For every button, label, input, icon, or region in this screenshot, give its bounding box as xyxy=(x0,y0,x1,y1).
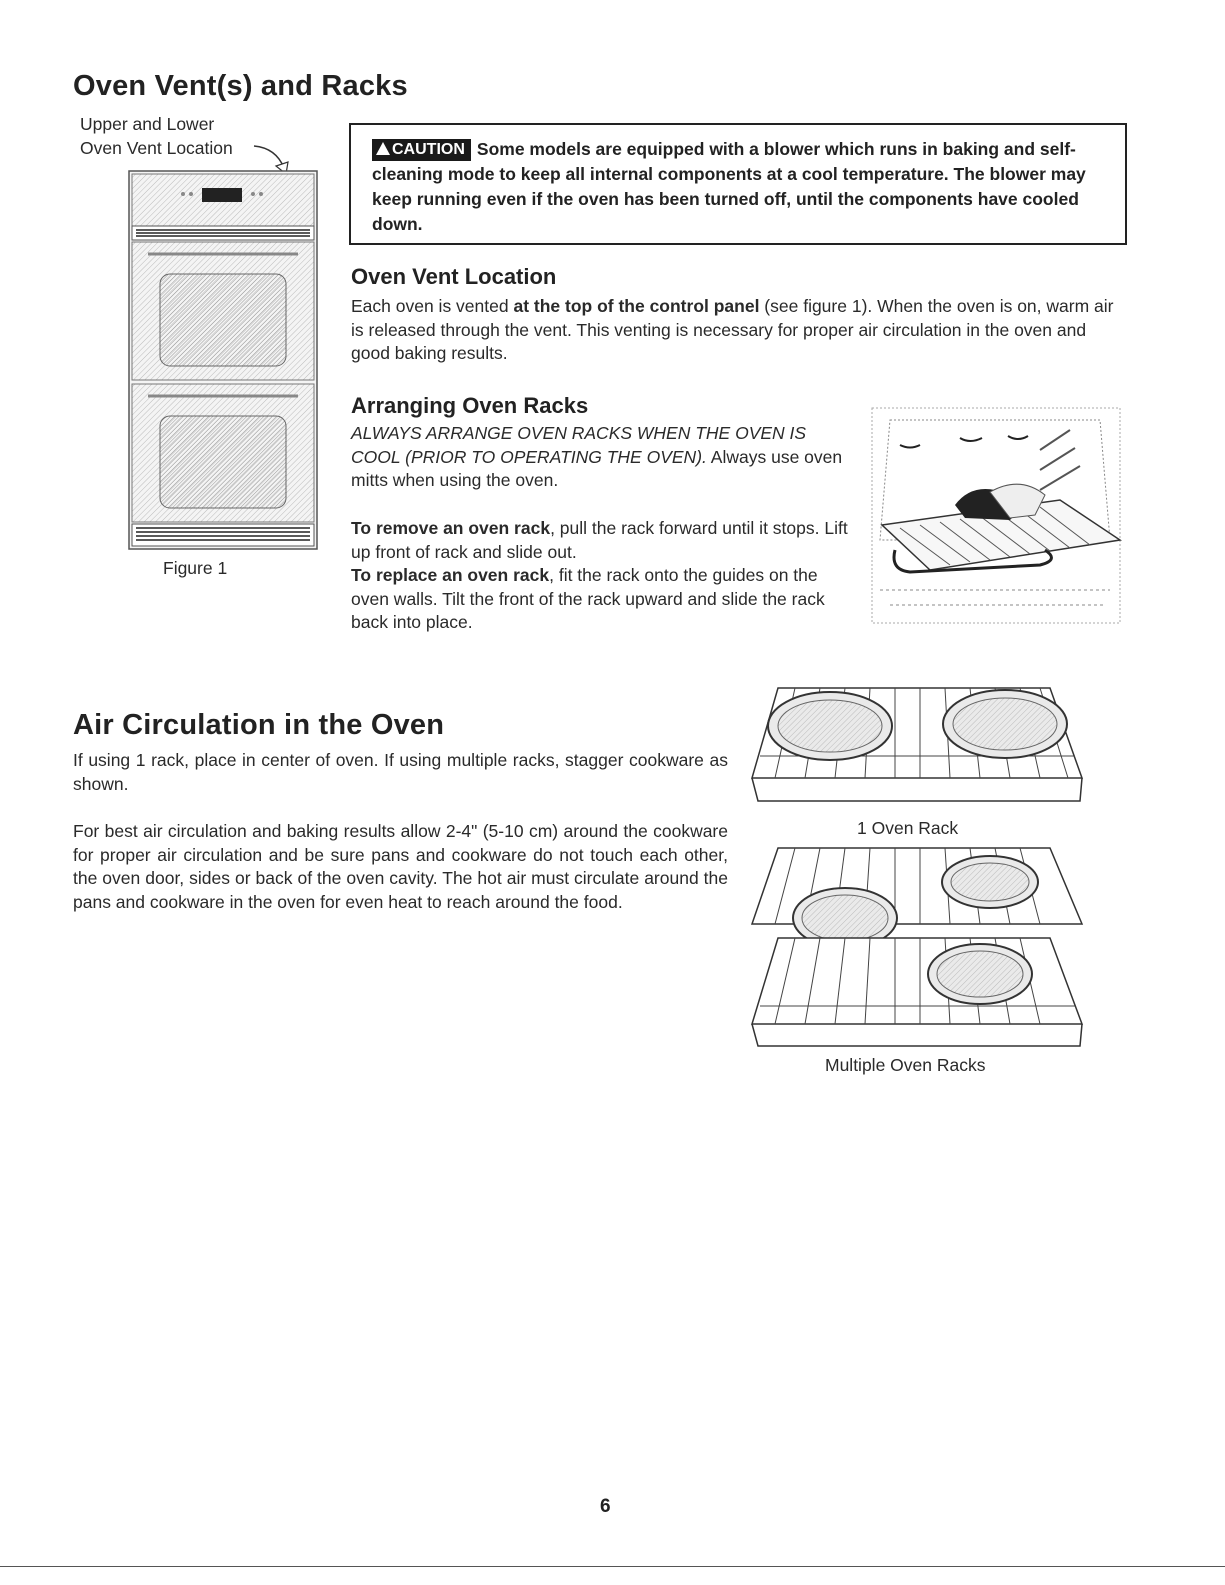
oven-interior-rack-illustration xyxy=(870,400,1125,630)
figure-caption: Figure 1 xyxy=(163,558,228,578)
section-title-oven-vents: Oven Vent(s) and Racks xyxy=(73,70,408,102)
heading-arranging-racks: Arranging Oven Racks xyxy=(351,393,589,418)
wall-oven-illustration xyxy=(128,170,318,550)
paragraph-rack-placement: If using 1 rack, place in center of oven. If using multiple racks, stagger cookware as shown. xyxy=(73,750,728,794)
paragraph-replace-rack: To replace an oven rack, fit the rack onto the guides on the oven walls. Tilt the front of the rack upward and slide the rack back into place. xyxy=(351,565,825,632)
page-number: 6 xyxy=(600,1496,611,1517)
multiple-racks-illustration xyxy=(750,846,1085,1051)
vent-location-emphasis: at the top of the control panel xyxy=(513,296,760,316)
paragraph-remove-rack: To remove an oven rack, pull the rack forward until it stops. Lift up front of rack and slide out. xyxy=(351,518,848,562)
warning-triangle-icon xyxy=(376,142,390,155)
caution-message: Some models are equipped with a blower which runs in baking and self-cleaning mode to keep all internal components at a cool temperature. The blower may keep running even if the oven has been turned off, until the components have cooled down. xyxy=(372,139,1086,234)
paragraph-arranging-racks: ALWAYS ARRANGE OVEN RACKS WHEN THE OVEN IS COOL (PRIOR TO OPERATING THE OVEN). Always use oven mitts when using the oven. xyxy=(351,423,843,490)
paragraph-air-circulation: For best air circulation and baking results allow 2-4" (5-10 cm) around the cookware for proper air circulation and be sure pans and cookware do not touch each other, the oven door, sides or back of the oven cavity. The hot air must circulate around the pans and cookware in the oven for even heat to reach around the food. xyxy=(73,821,728,912)
caution-text-block xyxy=(372,137,1108,237)
caption-multiple-oven-racks: Multiple Oven Racks xyxy=(825,1055,986,1075)
caution-badge: CAUTION xyxy=(372,139,471,161)
bottom-divider xyxy=(0,1566,1225,1567)
heading-oven-vent-location: Oven Vent Location xyxy=(351,264,557,289)
caption-one-oven-rack: 1 Oven Rack xyxy=(857,818,959,838)
paragraph-oven-vent-location: Each oven is vented at the top of the control panel (see figure 1). When the oven is on, warm air is released through the vent. This venting is necessary for proper air circulation in the oven and good baking results. xyxy=(351,296,1114,363)
vent-location-label: Upper and Lower Oven Vent Location xyxy=(80,114,233,158)
arranging-warning-italic: ALWAYS ARRANGE OVEN RACKS WHEN THE OVEN IS COOL (PRIOR TO OPERATING THE OVEN). xyxy=(351,423,807,467)
section-title-air-circulation: Air Circulation in the Oven xyxy=(73,709,445,741)
one-rack-illustration xyxy=(750,686,1085,811)
